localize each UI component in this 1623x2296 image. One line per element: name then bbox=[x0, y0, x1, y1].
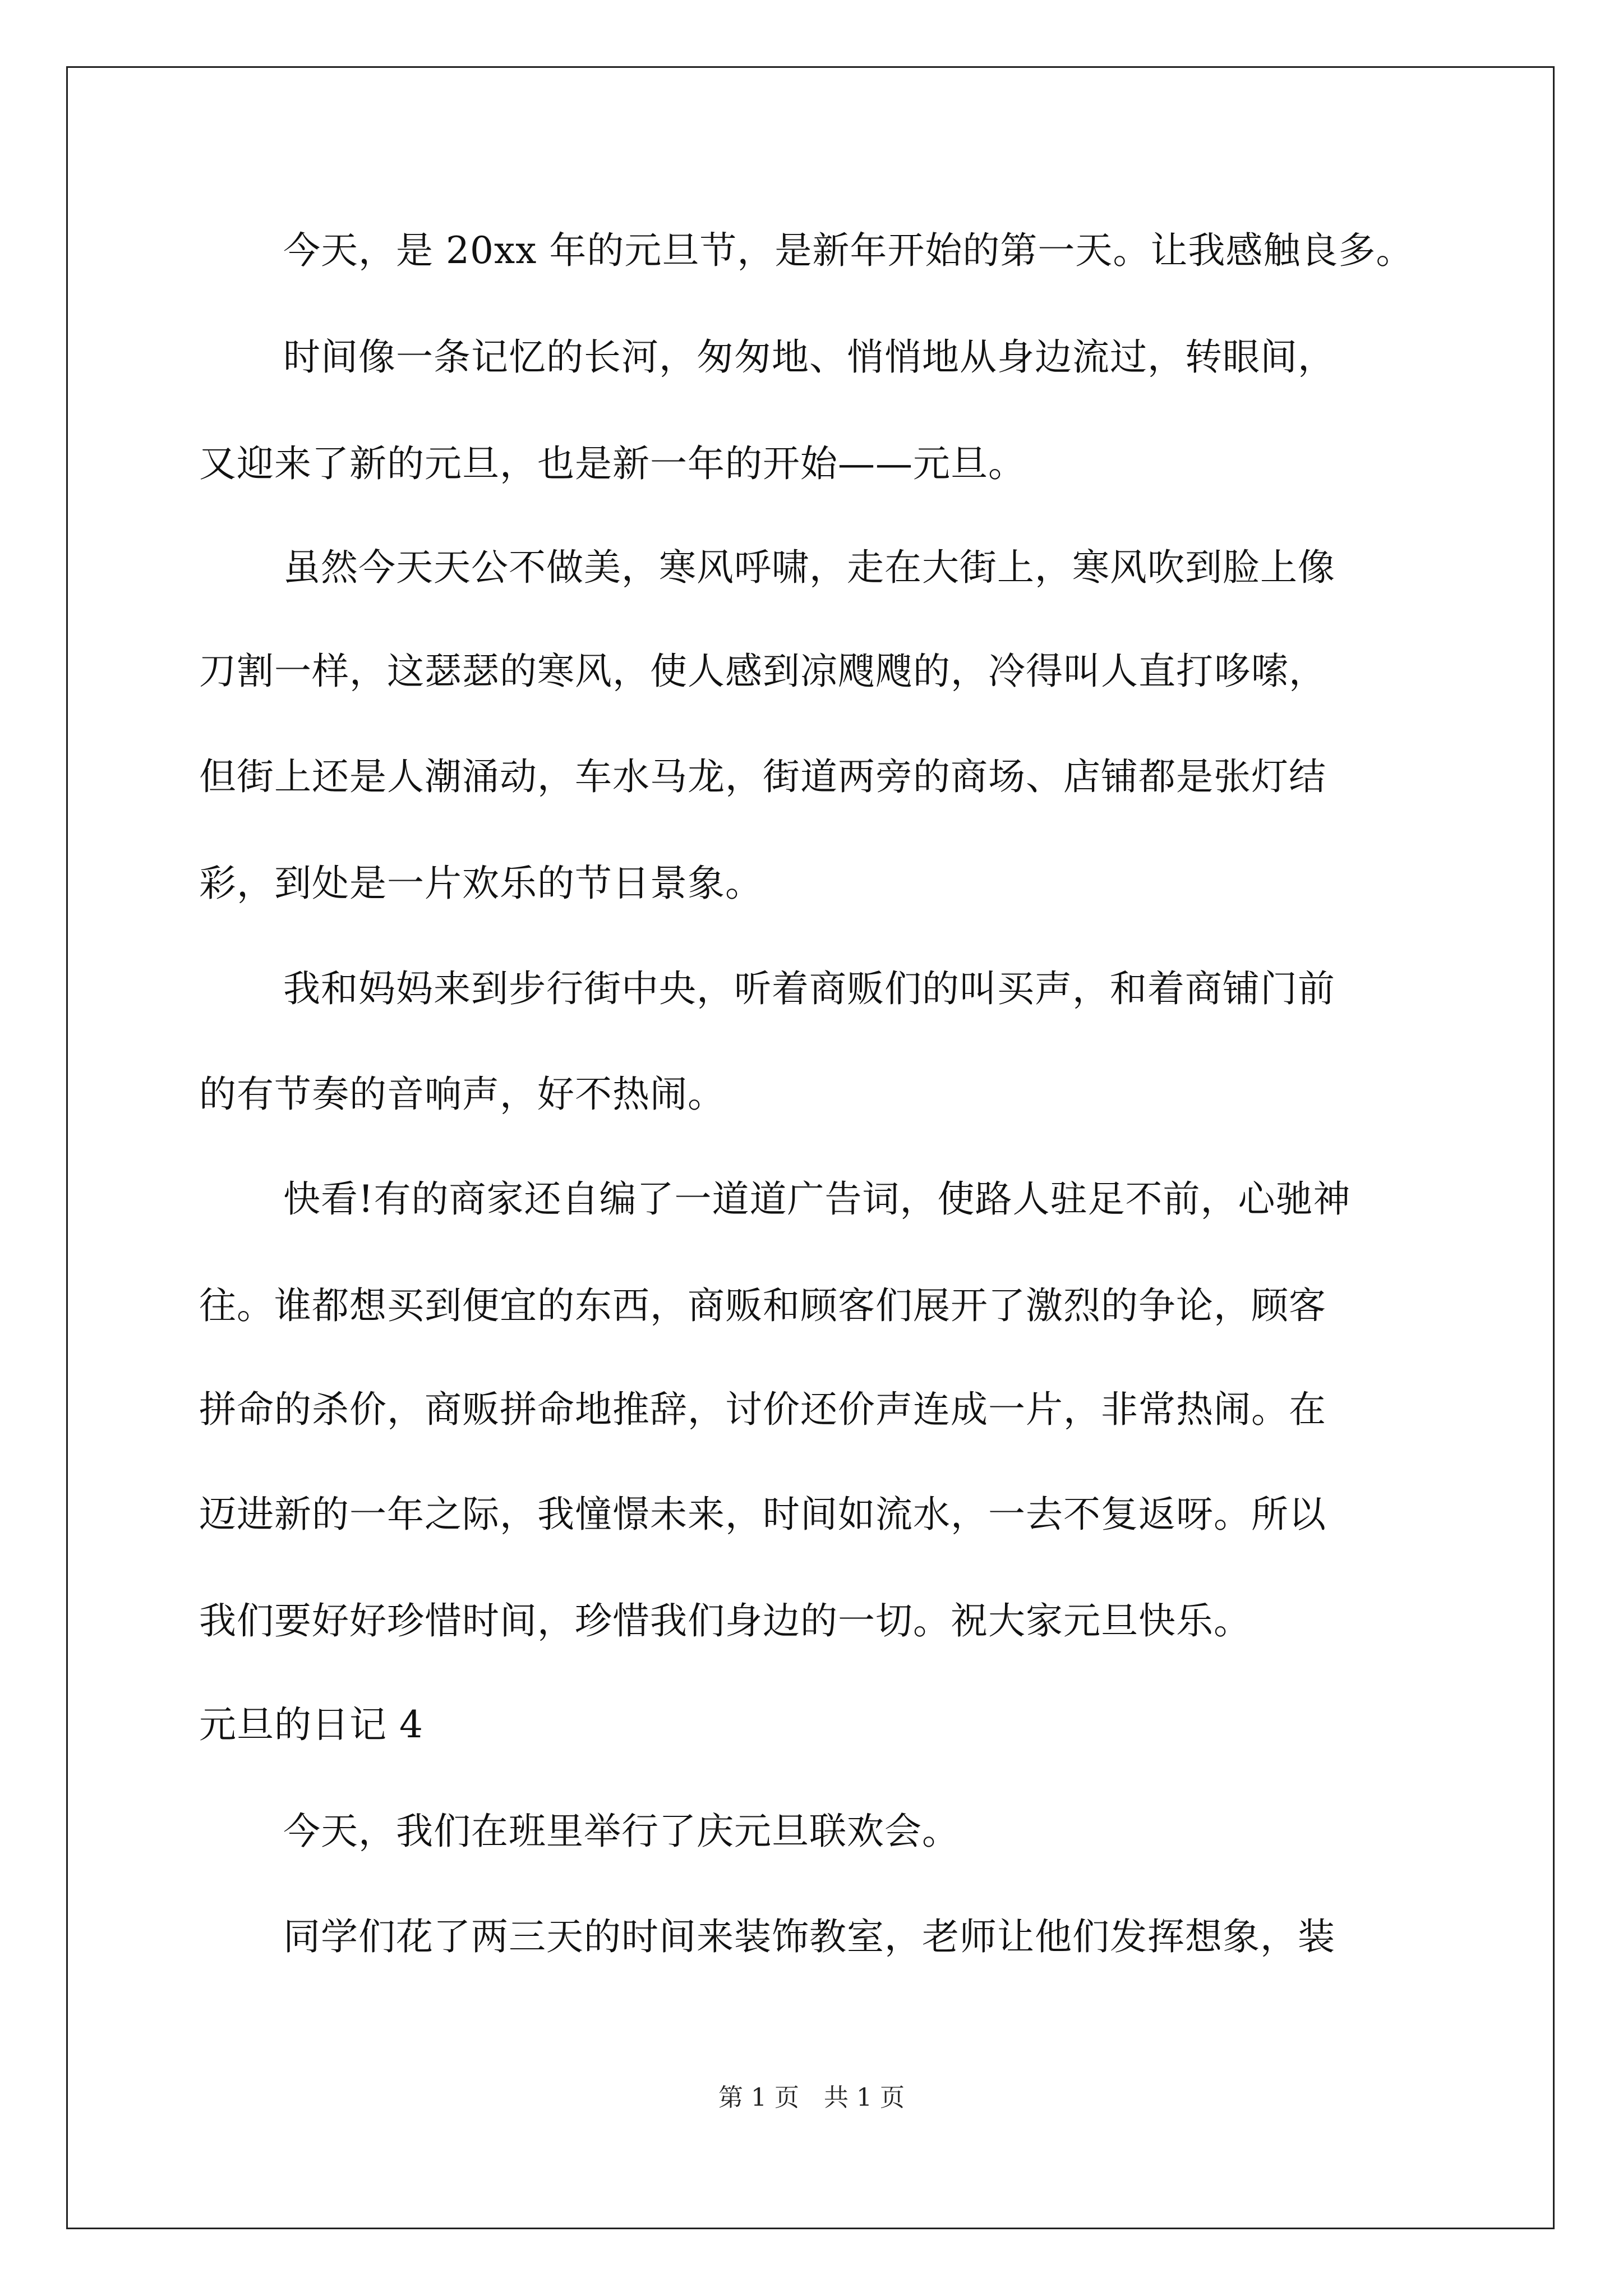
paragraph-line: 我们要好好珍惜时间，珍惜我们身边的一切。祝大家元旦快乐。 bbox=[199, 1599, 1251, 1642]
paragraph-line: 今天，我们在班里举行了庆元旦联欢会。 bbox=[283, 1810, 960, 1853]
paragraph-line: 但街上还是人潮涌动，车水马龙，街道两旁的商场、店铺都是张灯结 bbox=[199, 755, 1326, 798]
paragraph-line: 又迎来了新的元旦，也是新一年的开始——元旦。 bbox=[199, 442, 1026, 485]
paragraph-line: 今天，是 20xx 年的元旦节，是新年开始的第一天。让我感触良多。 bbox=[283, 229, 1414, 272]
paragraph-line: 往。谁都想买到便宜的东西，商贩和顾客们展开了激烈的争论，顾客 bbox=[199, 1284, 1326, 1327]
paragraph-line: 的有节奏的音响声，好不热闹。 bbox=[199, 1073, 725, 1116]
paragraph-line: 快看!有的商家还自编了一道道广告词，使路人驻足不前，心驰神 bbox=[283, 1177, 1351, 1221]
paragraph-line: 同学们花了两三天的时间来装饰教室，老师让他们发挥想象，装 bbox=[283, 1915, 1335, 1958]
paragraph-line: 时间像一条记忆的长河，匆匆地、悄悄地从身边流过，转眼间， bbox=[283, 335, 1335, 379]
paragraph-line: 彩，到处是一片欢乐的节日景象。 bbox=[199, 862, 763, 905]
paragraph-line: 我和妈妈来到步行街中央，听着商贩们的叫买声，和着商铺门前 bbox=[283, 967, 1335, 1010]
page-border bbox=[66, 66, 1555, 2229]
paragraph-line: 刀割一样，这瑟瑟的寒风，使人感到凉飕飕的，冷得叫人直打哆嗦， bbox=[199, 650, 1326, 693]
page-footer: 第 1 页 共 1 页 bbox=[718, 2083, 905, 2112]
paragraph-line: 虽然今天天公不做美，寒风呼啸，走在大街上，寒风吹到脸上像 bbox=[283, 546, 1335, 589]
paragraph-line: 迈进新的一年之际，我憧憬未来，时间如流水，一去不复返呀。所以 bbox=[199, 1493, 1326, 1536]
section-heading: 元旦的日记 4 bbox=[199, 1703, 423, 1746]
paragraph-line: 拼命的杀价，商贩拼命地推辞，讨价还价声连成一片，非常热闹。在 bbox=[199, 1388, 1326, 1431]
